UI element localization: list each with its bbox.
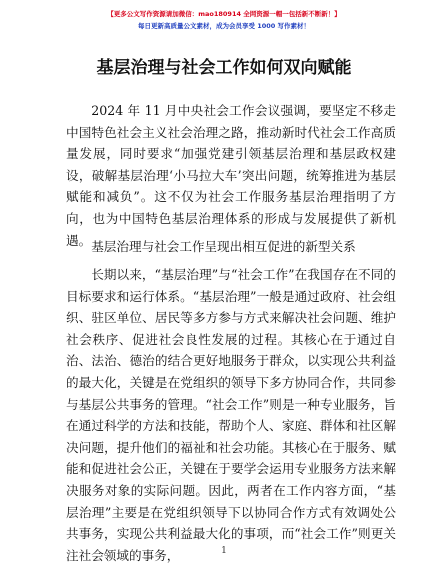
paragraph-2-text: 长期以来，“基层治理”与“社会工作”在我国存在不同的目标要求和运行体系。“基层治理”一般是通过政府、社会组织、驻区单位、居民等多方参与方式来解决社会问题、维护社会秩序、促进社会良性发展的过程。其核心在于通过自治、法治、德治的结合更好地服务于群众，以实现公共利益的最大化，关键是在党组织的领导下多方协同合作，共同参与基层公共事务的管理。“社会工作”则是一种专业服务，旨在通过科学的方法和技能，帮助个人、家庭、群体和社区解决问题，提升他们的福祉和社会功能。其核心在于服务、赋能和促进社会公正，关键在于要学会运用专业服务方法来解决服务对象的实际问题。因此，两者在工作内容方面，“基层治理”主要是在党组织领导下以协同合作方式有效调处公共事务，实现公共利益最大化的事项，而“社会工作”则更关注社会领域的事务，: [66, 267, 396, 563]
promo-banner-line-2: 每日更新高质量公文素材，成为会员享受 1000 写作素材！: [137, 22, 311, 30]
section-heading: 基层治理与社会工作呈现出相互促进的新型关系: [91, 239, 356, 254]
paragraph-1-text: 2024 年 11 月中央社会工作会议强调，要坚定不移走中国特色社会主义社会治理之路，推动新时代社会工作高质量发展，同时要求“加强党建引领基层治理和基层政权建设，破解基层治理‘小马拉大车’突出问题，统筹推进为基层赋能和减负”。这不仅为社会工作服务基层治理指明了方向，也为中国特色基层治理体系的形成与发展提供了新机遇。: [66, 103, 396, 248]
document-title: 基层治理与社会工作如何双向赋能: [96, 58, 352, 78]
body-paragraph-1: [66, 100, 396, 251]
promo-banner-line-1: 【更多公文写作资源请加微信：mao180914 全网资源一帽一包括新不断新！】: [107, 10, 341, 18]
page-number: 1: [221, 546, 227, 556]
body-paragraph-2: [66, 264, 396, 566]
